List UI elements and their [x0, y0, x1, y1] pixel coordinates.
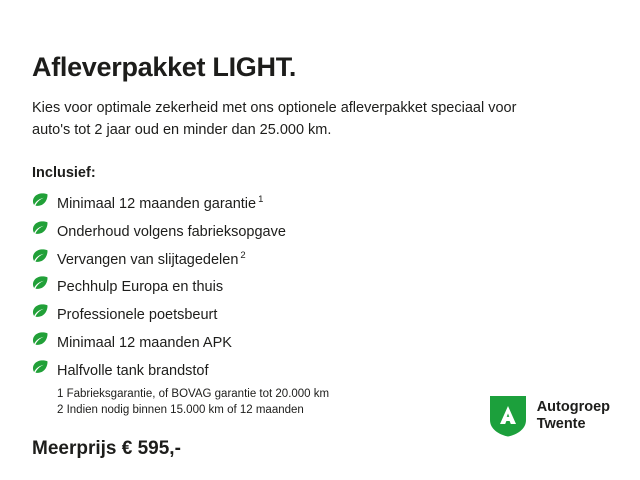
logo-line-1: Autogroep	[536, 399, 610, 415]
included-label: Inclusief:	[32, 165, 96, 181]
footnote-marker: 1	[258, 194, 264, 205]
intro-paragraph: Kies voor optimale zekerheid met ons optionele afleverpakket speciaal voor auto's tot 2 jaar oud en minder dan 25.000 km.	[32, 100, 517, 138]
list-item	[32, 191, 608, 213]
list-item	[32, 219, 608, 241]
leaf-icon	[32, 221, 48, 234]
feature-text: Halfvolle tank brandstof	[57, 362, 209, 379]
leaf-icon	[32, 249, 48, 262]
feature-text: Minimaal 12 maanden APK	[57, 334, 232, 351]
feature-text: Onderhoud volgens fabrieksopgave	[57, 223, 286, 240]
logo-text	[537, 399, 610, 433]
leaf-icon	[32, 332, 48, 345]
logo-line-2: Twente	[536, 416, 586, 432]
list-item	[32, 274, 608, 296]
list-item	[32, 247, 608, 269]
footnote-1: 1 Fabrieksgarantie, of BOVAG garantie tot 20.000 km	[57, 387, 330, 400]
feature-text: Vervangen van slijtagedelen $^2$	[57, 249, 246, 268]
list-item	[32, 358, 608, 380]
price-text: Meerprijs € 595,-	[32, 437, 181, 459]
footnote-2: 2 Indien nodig binnen 15.000 km of 12 maanden	[57, 403, 304, 416]
feature-list	[32, 191, 608, 380]
leaf-icon	[32, 304, 48, 317]
feature-text: Minimaal 12 maanden garantie $^1$	[57, 194, 264, 212]
footnote-marker: 2	[240, 249, 246, 261]
feature-text: Professionele poetsbeurt	[57, 307, 218, 324]
top-spacer	[0, 0, 640, 14]
list-item	[32, 302, 608, 324]
leaf-icon	[32, 360, 48, 373]
list-item	[32, 330, 608, 352]
shield-icon	[488, 394, 528, 438]
feature-text: Pechhulp Europa en thuis	[57, 279, 224, 296]
company-logo	[488, 394, 610, 438]
page-title: Afleverpakket LIGHT.	[32, 52, 297, 82]
leaf-icon	[32, 276, 48, 289]
leaf-icon	[32, 193, 48, 206]
